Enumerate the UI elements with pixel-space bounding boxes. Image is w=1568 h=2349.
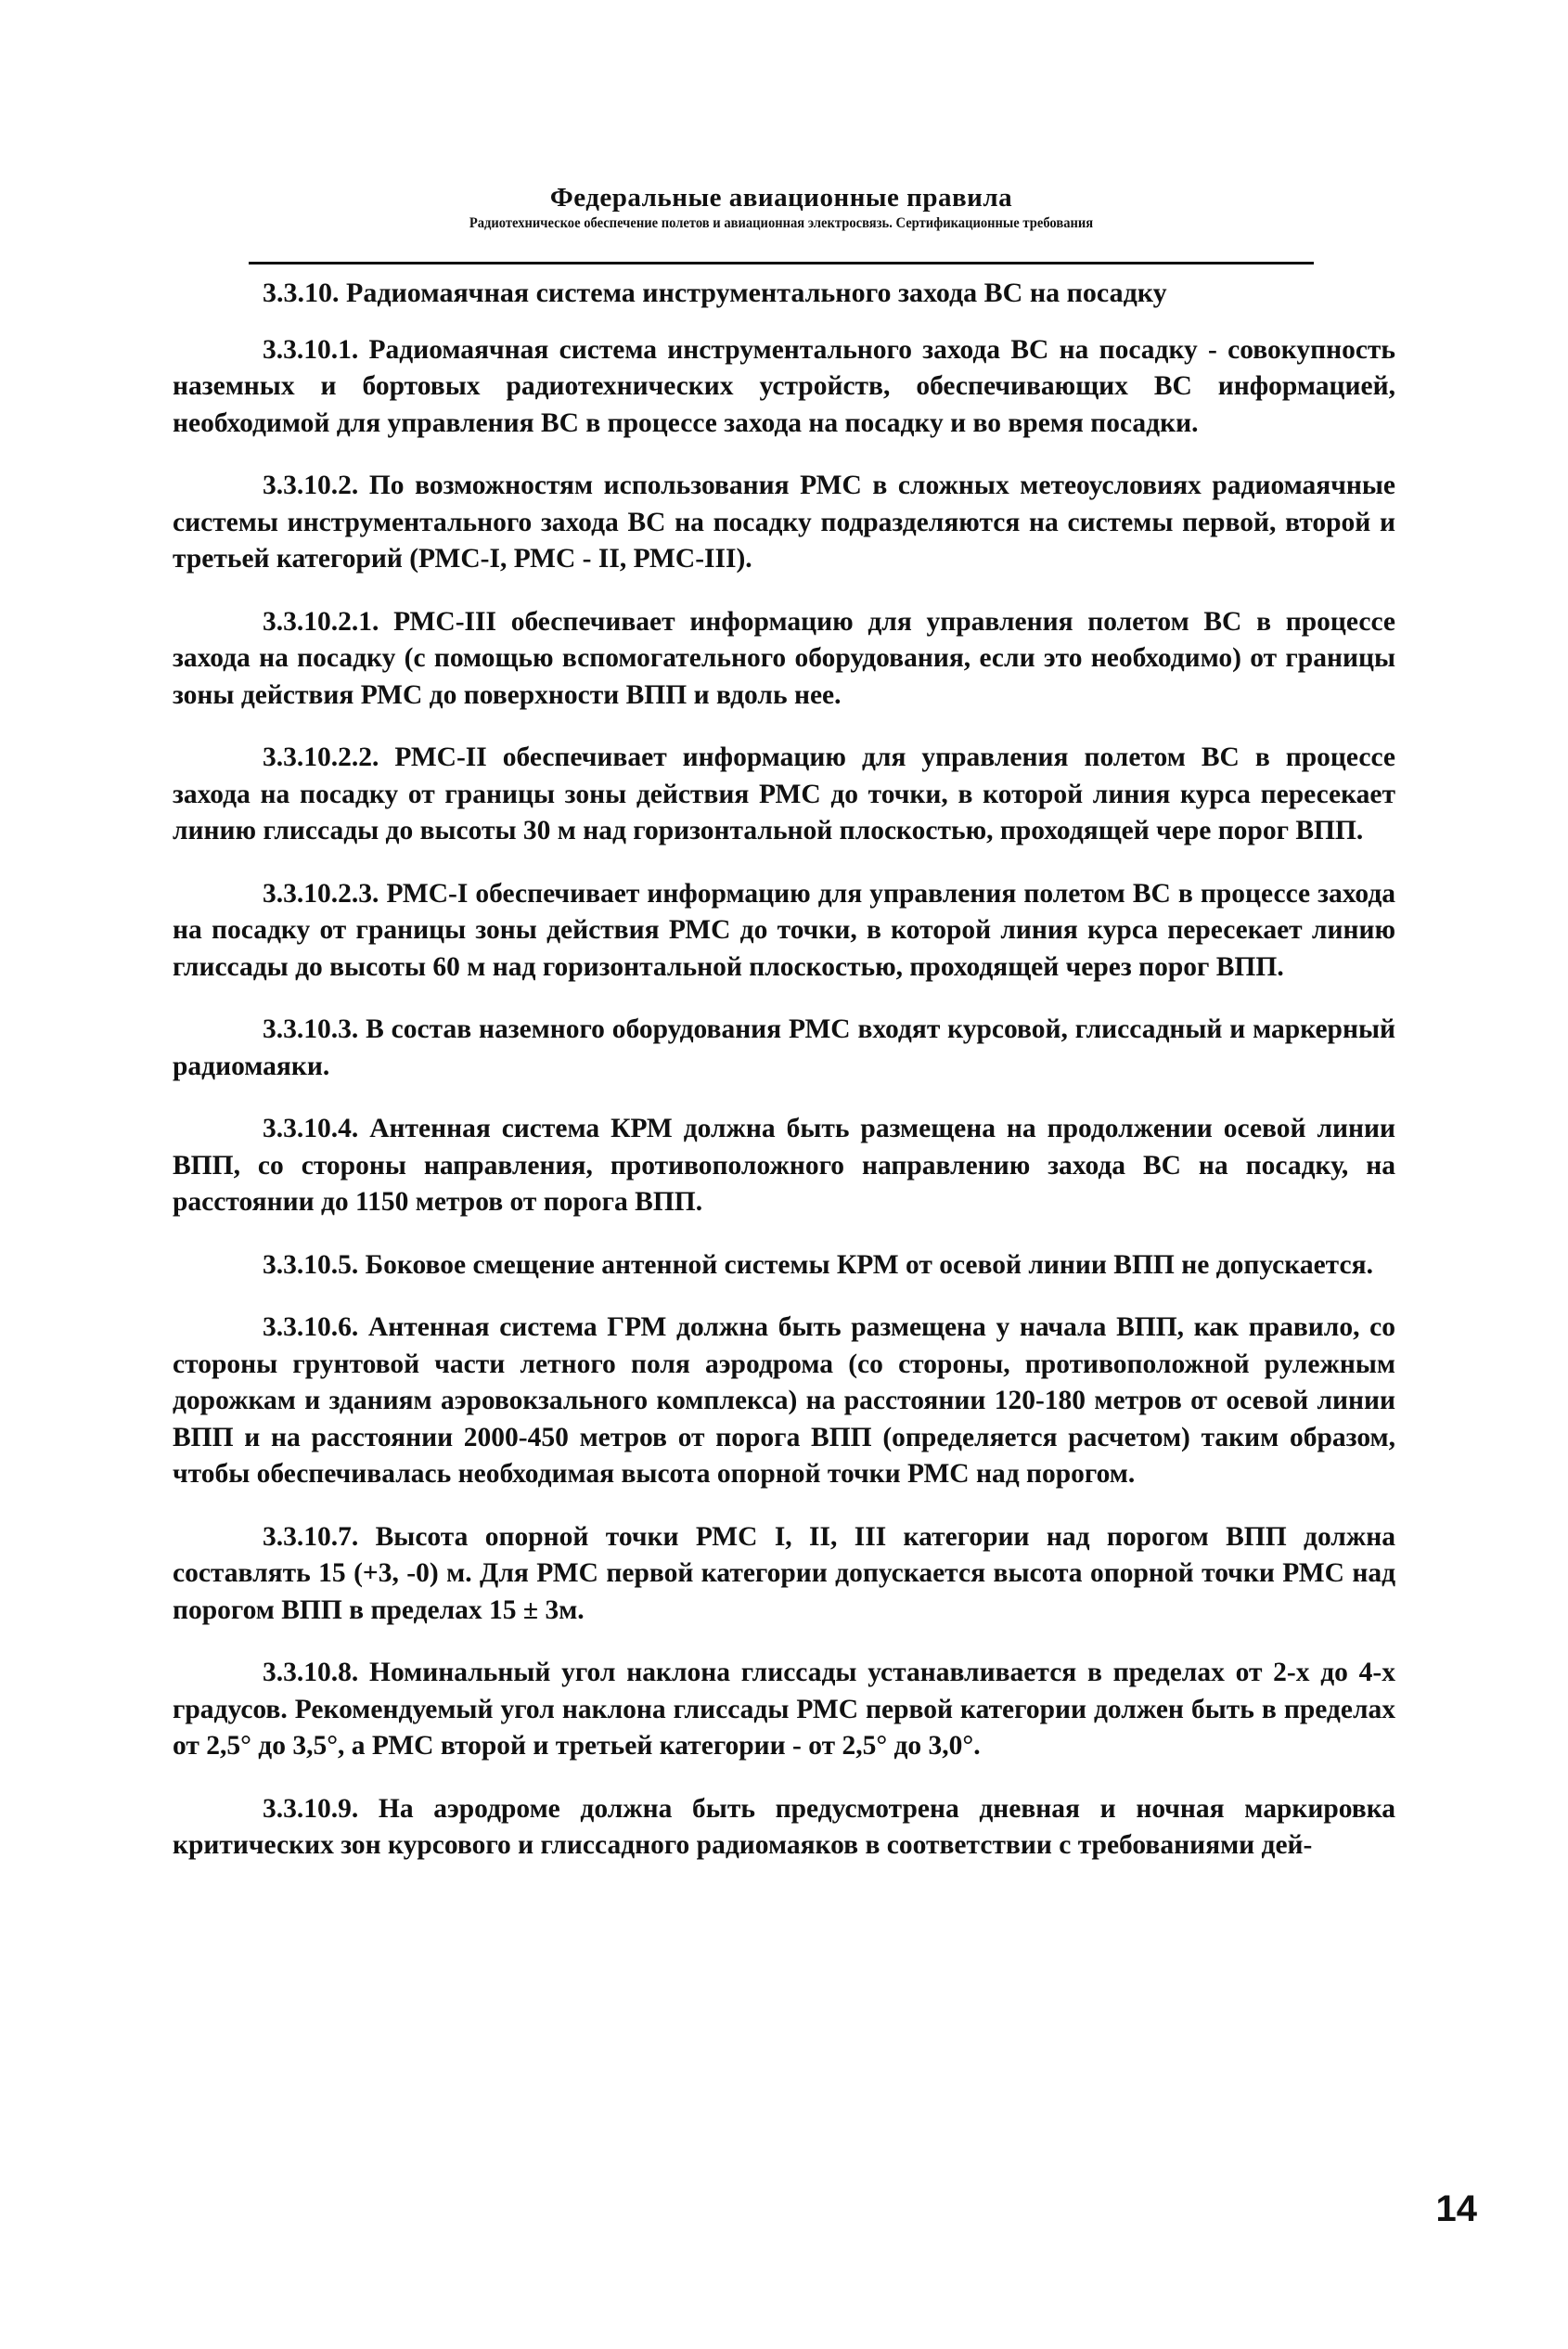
section-heading: 3.3.10. Радиомаячная система инструментального захода ВС на посадку <box>263 277 1167 308</box>
running-header <box>249 182 1314 234</box>
document-body <box>173 275 1395 1891</box>
header-subtitle: Радиотехническое обеспечение полетов и авиационная электросвязь. Сертификационные требования <box>469 215 1094 231</box>
paragraph-3-3-10-9: 3.3.10.9. На аэродроме должна быть предусмотрена дневная и ночная маркировка критических зон курсового и глиссадного радиомаяков в соответствии с требованиями дей- <box>173 1793 1395 1860</box>
paragraph-3-3-10-2-1: 3.3.10.2.1. РМС-III обеспечивает информацию для управления полетом ВС в процессе захода на посадку (с помощью вспомогательного оборудования, если это необходимо) от границы зоны действия РМС до поверхности ВПП и вдоль нее. <box>173 606 1395 710</box>
header-divider <box>249 262 1314 265</box>
paragraph-3-3-10-2-3: 3.3.10.2.3. РМС-I обеспечивает информацию для управления полетом ВС в процессе захода на посадку от границы зоны действия РМС до точки, в которой линия курса пересекает линию глиссады до высоты 60 м над горизонтальной плоскостью, проходящей через порог ВПП. <box>173 878 1395 982</box>
paragraph-3-3-10-5: 3.3.10.5. Боковое смещение антенной системы КРМ от осевой линии ВПП не допускается. <box>263 1249 1373 1280</box>
paragraph-3-3-10-2-2: 3.3.10.2.2. РМС-II обеспечивает информацию для управления полетом ВС в процессе захода на посадку от границы зоны действия РМС до точки, в которой линия курса пересекает линию глиссады до высоты 30 м над горизонтальной плоскостью, проходящей чере порог ВПП. <box>173 742 1395 845</box>
paragraph-3-3-10-4: 3.3.10.4. Антенная система КРМ должна быть размещена на продолжении осевой линии ВПП, со стороны направления, противоположного направлению захода ВС на посадку, на расстоянии до 1150 метров от порога ВПП. <box>173 1114 1395 1217</box>
paragraph-3-3-10-8: 3.3.10.8. Номинальный угол наклона глиссады устанавливается в пределах от 2-х до 4-х градусов. Рекомендуемый угол наклона глиссады РМС первой категории должен быть в пределах от 2,5° до 3,5°, а РМС второй и третьей категории - от 2,5° до 3,0°. <box>173 1658 1395 1761</box>
header-title: Федеральные авиационные правила <box>549 183 1013 213</box>
paragraph-3-3-10-6: 3.3.10.6. Антенная система ГРМ должна быть размещена у начала ВПП, как правило, со стороны грунтовой части летного поля аэродрома (со стороны, противоположной рулежным дорожкам и зданиям аэровокзального комплекса) на расстоянии 120-180 метров от осевой линии ВПП и на расстоянии 2000-450 метров от порога ВПП (определяется расчетом) таким образом, чтобы обеспечивалась необходимая высота опорной точки РМС над порогом. <box>173 1312 1395 1489</box>
page-number: 14 <box>1435 2188 1477 2229</box>
paragraph-3-3-10-3: 3.3.10.3. В состав наземного оборудования РМС входят курсовой, глиссадный и маркерный радиомаяки. <box>173 1014 1395 1081</box>
paragraph-3-3-10-2: 3.3.10.2. По возможностям использования РМС в сложных метеоусловиях радиомаячные системы инструментального захода ВС на посадку подразделяются на системы первой, второй и третьей категорий (РМС-I, РМС - II, РМС-III). <box>173 471 1395 574</box>
paragraph-3-3-10-7: 3.3.10.7. Высота опорной точки РМС I, II, III категории над порогом ВПП должна составлять 15 (+3, -0) м. Для РМС первой категории допускается высота опорной точки РМС над порогом ВПП в пределах 15 ± 3м. <box>173 1521 1395 1625</box>
paragraph-3-3-10-1: 3.3.10.1. Радиомаячная система инструментального захода ВС на посадку - совокупность наземных и бортовых радиотехнических устройств, обеспечивающих ВС информацией, необходимой для управления ВС в процессе захода на посадку и во время посадки. <box>173 334 1395 438</box>
